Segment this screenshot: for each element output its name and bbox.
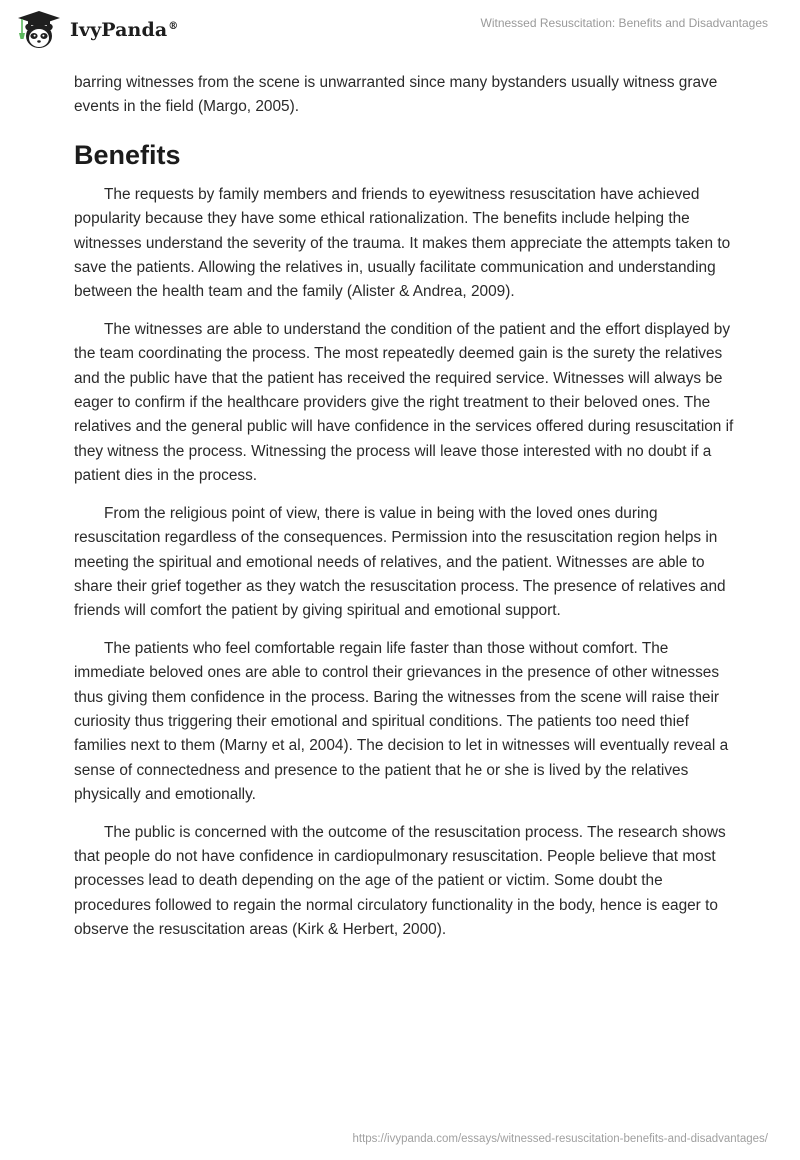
article-body [74, 71, 734, 943]
paragraph-5: The public is concerned with the outcome of the resuscitation process. The research shows that people do not have confidence in cardiopulmonary resuscitation. People believe that most processes lead to death depending on the age of the patient or victim. Some doubt the procedures followed to regain the normal circulatory functionality in the body, hence is eager to observe the resuscitation areas (Kirk & Herbert, 2000). [74, 823, 726, 939]
brand-name: IvyPanda® [70, 19, 179, 41]
paragraph-1: The requests by family members and friends to eyewitness resuscitation have achieved popularity because they have some ethical rationalization. The benefits include helping the witnesses understand the severity of the trauma. It makes them appreciate the attempts taken to save the patients. Allowing the relatives in, usually facilitate communication and understanding between the health team and the family (Alister & Andrea, 2009). [74, 185, 731, 301]
paragraph-4: The patients who feel comfortable regain life faster than those without comfort. The immediate beloved ones are able to control their grievances in the presence of other witnesses thus giving them confidence in the process. Baring the witnesses from the scene will raise their curiosity thus triggering their emotional and spiritual conditions. The patients too need thief families next to them (Marny et al, 2004). The decision to let in witnesses will eventually reveal a sense of connectedness and presence to the patient that he or she is lived by the relatives physically and emotionally. [74, 639, 729, 804]
paragraph-2: The witnesses are able to understand the condition of the patient and the effort displayed by the team coordinating the process. The most repeatedly deemed gain is the surety the relatives and the public have that the patient has received the required service. Witnesses will always be eager to confirm if the healthcare providers give the right treatment to their beloved ones. The relatives and the general public will have confidence in the services offered during resuscitation if they witness the process. Witnessing the process will leave those interested with no doubt if a patient dies in the process. [74, 320, 734, 485]
lead-paragraph: barring witnesses from the scene is unwarranted since many bystanders usually witness grave events in the field (Margo, 2005). [74, 74, 718, 116]
section-heading: Benefits [74, 139, 181, 170]
ivypanda-logo[interactable] [14, 8, 178, 52]
source-url-link[interactable]: https://ivypanda.com/essays/witnessed-resuscitation-benefits-and-disadvantages/ [352, 1133, 768, 1145]
panda-graduate-icon [14, 9, 64, 51]
registered-mark: ® [168, 20, 179, 32]
page-header [0, 0, 800, 62]
paragraph-3: From the religious point of view, there is value in being with the loved ones during resuscitation regardless of the consequences. Permission into the resuscitation region helps in meeting the spiritual and emotional needs of relatives, and the patient. Witnesses are able to share their grief together as they watch the resuscitation process. The presence of relatives and friends will comfort the patient by giving spiritual and emotional support. [74, 504, 726, 620]
document-title: Witnessed Resuscitation: Benefits and Disadvantages [480, 16, 768, 30]
